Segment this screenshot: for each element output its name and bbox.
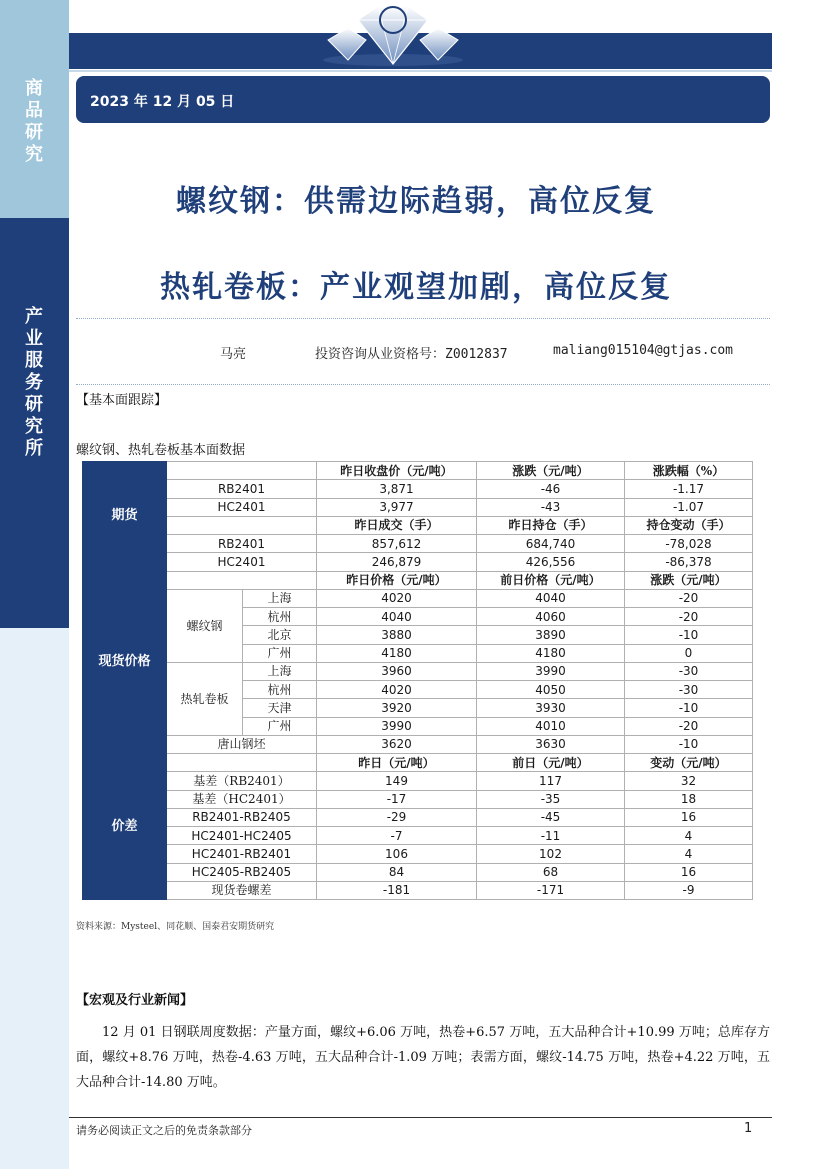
table-row: 杭州 4020 4050 -30: [83, 681, 753, 699]
section-news-heading: 【宏观及行业新闻】: [76, 993, 194, 1008]
author-divider: [76, 384, 770, 385]
news-paragraph: 12 月 01 日钢联周度数据：产量方面，螺纹+6.06 万吨，热卷+6.57 万吨，五大品种合计+10.99 万吨；总库存方面，螺纹+8.76 万吨，热卷-4.63 万吨，五大品种合计-1.09 万吨；表需方面，螺纹-14.75 万吨，热卷+4.22 万吨，五大品种合计-14.80 万吨。: [76, 1025, 770, 1090]
diamond-logo-icon: [318, 0, 468, 68]
title-divider: [76, 318, 770, 319]
table-row: 期货 昨日收盘价（元/吨） 涨跌（元/吨） 涨跌幅（%）: [83, 462, 753, 480]
table-row: RB2401 3,871 -46 -1.17: [83, 480, 753, 498]
table-row: 现货卷螺差 -181 -171 -9: [83, 881, 753, 899]
author-name: 马亮: [220, 347, 247, 362]
table-caption: 螺纹钢、热轧卷板基本面数据: [76, 443, 246, 458]
table-row: 北京 3880 3890 -10: [83, 626, 753, 644]
report-date: 2023 年 12 月 05 日: [90, 94, 235, 110]
table-row: 价差 昨日（元/吨） 前日（元/吨） 变动（元/吨）: [83, 754, 753, 772]
table-row: 天津 3920 3930 -10: [83, 699, 753, 717]
category-spread: 价差: [83, 754, 167, 900]
category-futures: 期货: [83, 462, 167, 572]
group-hrc: 热轧卷板: [167, 662, 243, 735]
table-row: 螺纹钢 上海 4020 4040 -20: [83, 589, 753, 607]
table-row: HC2401 246,879 426,556 -86,378: [83, 553, 753, 571]
table-row: 昨日成交（手） 昨日持仓（手） 持仓变动（手）: [83, 516, 753, 534]
sidebar-label-commodity-research: 商 品 研 究: [25, 78, 44, 165]
table-row: 现货价格 昨日价格（元/吨） 前日价格（元/吨） 涨跌（元/吨）: [83, 571, 753, 589]
table-row: HC2401-RB2401 106 102 4: [83, 845, 753, 863]
table-row: 唐山钢坯 3620 3630 -10: [83, 735, 753, 753]
footer-disclaimer: 请务必阅读正文之后的免责条款部分: [76, 1124, 252, 1137]
table-row: HC2401-HC2405 -7 -11 4: [83, 827, 753, 845]
author-license: 投资咨询从业资格号：Z0012837: [315, 347, 508, 362]
category-spot: 现货价格: [83, 571, 167, 754]
table-row: 基差（RB2401） 149 117 32: [83, 772, 753, 790]
header-divider: [69, 70, 772, 72]
sidebar-label-industry-institute: 产 业 服 务 研 究 所: [25, 306, 44, 459]
footer-divider: [69, 1117, 772, 1118]
date-bar: [76, 76, 770, 123]
fundamentals-table: [82, 461, 753, 900]
group-rebar: 螺纹钢: [167, 589, 243, 662]
table-row: RB2401 857,612 684,740 -78,028: [83, 535, 753, 553]
table-row: HC2401 3,977 -43 -1.07: [83, 498, 753, 516]
table-row: 广州 3990 4010 -20: [83, 717, 753, 735]
table-row: 广州 4180 4180 0: [83, 644, 753, 662]
section-fundamentals-heading: 【基本面跟踪】: [76, 393, 168, 408]
table-row: RB2401-RB2405 -29 -45 16: [83, 808, 753, 826]
title-rebar: 螺纹钢：供需边际趋弱，高位反复: [176, 184, 656, 219]
author-email: maliang015104@gtjas.com: [553, 343, 734, 358]
table-row: 杭州 4040 4060 -20: [83, 608, 753, 626]
page-number: 1: [744, 1121, 753, 1136]
table-row: HC2405-RB2405 84 68 16: [83, 863, 753, 881]
title-hrc: 热轧卷板：产业观望加剧，高位反复: [160, 270, 672, 305]
table-row: 基差（HC2401） -17 -35 18: [83, 790, 753, 808]
table-source-note: 资料来源：Mysteel、同花顺、国泰君安期货研究: [76, 922, 275, 932]
sidebar-bottom: [0, 628, 69, 1169]
table-row: 热轧卷板 上海 3960 3990 -30: [83, 662, 753, 680]
